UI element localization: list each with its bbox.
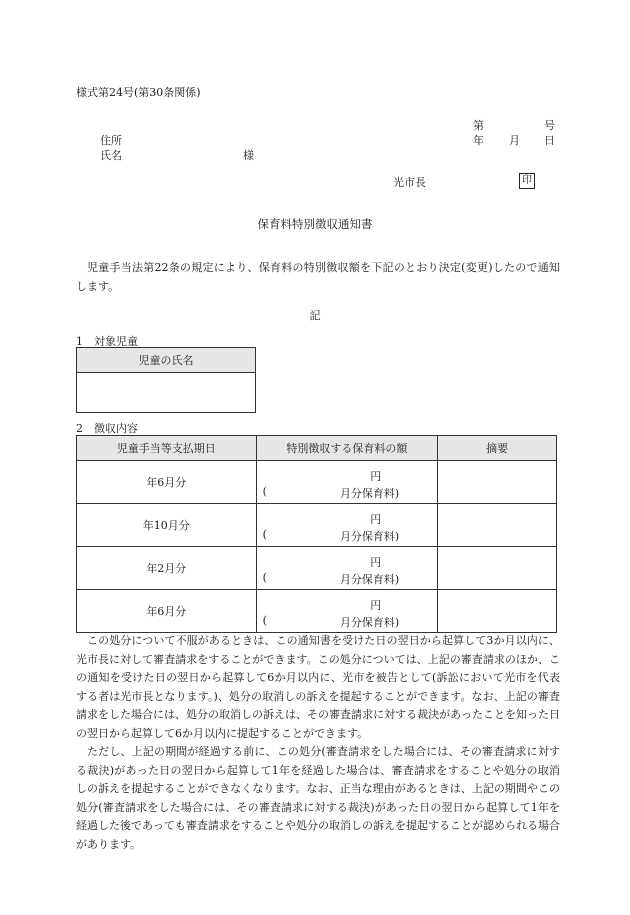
paren-open: ( [262, 571, 267, 584]
period-cell: 年2月分 [77, 547, 257, 590]
seal-stamp: 印 [519, 173, 535, 189]
table-row [77, 590, 557, 633]
document-no-suffix: 号 [544, 119, 555, 132]
document-no-prefix: 第 [473, 119, 484, 132]
date-month: 月 [509, 134, 520, 147]
payment-date-header: 児童手当等支払期日 [77, 436, 257, 461]
ki-marker: 記 [309, 309, 321, 322]
name-label: 氏名 [100, 149, 122, 162]
months-label: 月分保育料) [339, 487, 400, 500]
table-row [77, 547, 557, 590]
amount-cell [256, 547, 438, 590]
paren-open: ( [262, 485, 267, 498]
remarks-cell [438, 461, 557, 504]
section2-label: 2 徴収内容 [76, 422, 138, 435]
appeal-notice-paragraph: この処分について不服があるときは、この通知書を受けた日の翌日から起算して3か月以内に、光市長に対して審査請求をすることができます。この処分については、上記の審査請求のほか、この通知を受けた日の翌日から起算して6か月以内に、光市を被告として(訴訟において光市を代表する者は光市長となります。)、処分の取消しの訴えを提起することができます。なお、上記の審査請求をした場合には、処分の取消しの訴えは、その審査請求に対する裁決があったことを知った日の翌日から起算して6か月以内に提起することができます。 [76, 634, 560, 740]
form-number: 様式第24号(第30条関係) [76, 86, 201, 99]
table-row [77, 504, 557, 547]
table-row [77, 461, 557, 504]
honorific: 様 [243, 149, 254, 162]
deadline-notice-paragraph: ただし、上記の期間が経過する前に、この処分(審査請求をした場合には、その審査請求に対する裁決)があった日の翌日から起算して1年を経過した場合は、審査請求をすることや処分の取消しの訴えを提起することができなくなります。なお、正当な理由があるときは、上記の期間やこの処分(審査請求をした場合には、その審査請求に対する裁決)があった日の翌日から起算して1年を経過した後であっても審査請求をすることや処分の取消しの訴えを提起することが認められる場合があります。 [76, 745, 560, 851]
remarks-cell [438, 547, 557, 590]
paren-open: ( [262, 614, 267, 627]
collection-table [76, 435, 557, 633]
period-cell: 年10月分 [77, 504, 257, 547]
yen-label: 円 [370, 599, 382, 612]
remarks-cell [438, 504, 557, 547]
months-label: 月分保育料) [339, 616, 400, 629]
yen-label: 円 [370, 556, 382, 569]
child-name-cell [77, 373, 256, 413]
months-label: 月分保育料) [339, 530, 400, 543]
remarks-header: 摘要 [438, 436, 557, 461]
amount-header: 特別徴収する保育料の額 [256, 436, 438, 461]
mayor-label: 光市長 [393, 176, 426, 189]
paren-open: ( [262, 528, 267, 541]
amount-cell [256, 461, 438, 504]
amount-cell [256, 504, 438, 547]
child-name-header: 児童の氏名 [77, 348, 256, 373]
period-cell: 年6月分 [77, 590, 257, 633]
date-day: 日 [544, 134, 555, 147]
months-label: 月分保育料) [339, 573, 400, 586]
date-year: 年 [473, 134, 484, 147]
address-label: 住所 [100, 134, 122, 147]
yen-label: 円 [370, 513, 382, 526]
yen-label: 円 [370, 470, 382, 483]
amount-cell [256, 590, 438, 633]
period-cell: 年6月分 [77, 461, 257, 504]
section1-label: 1 対象児童 [76, 335, 138, 348]
intro-paragraph: 児童手当法第22条の規定により、保育料の特別徴収額を下記のとおり決定(変更)したので通知します。 [76, 261, 560, 293]
remarks-cell [438, 590, 557, 633]
document-title: 保育料特別徴収通知書 [257, 217, 373, 231]
child-table [76, 347, 256, 413]
